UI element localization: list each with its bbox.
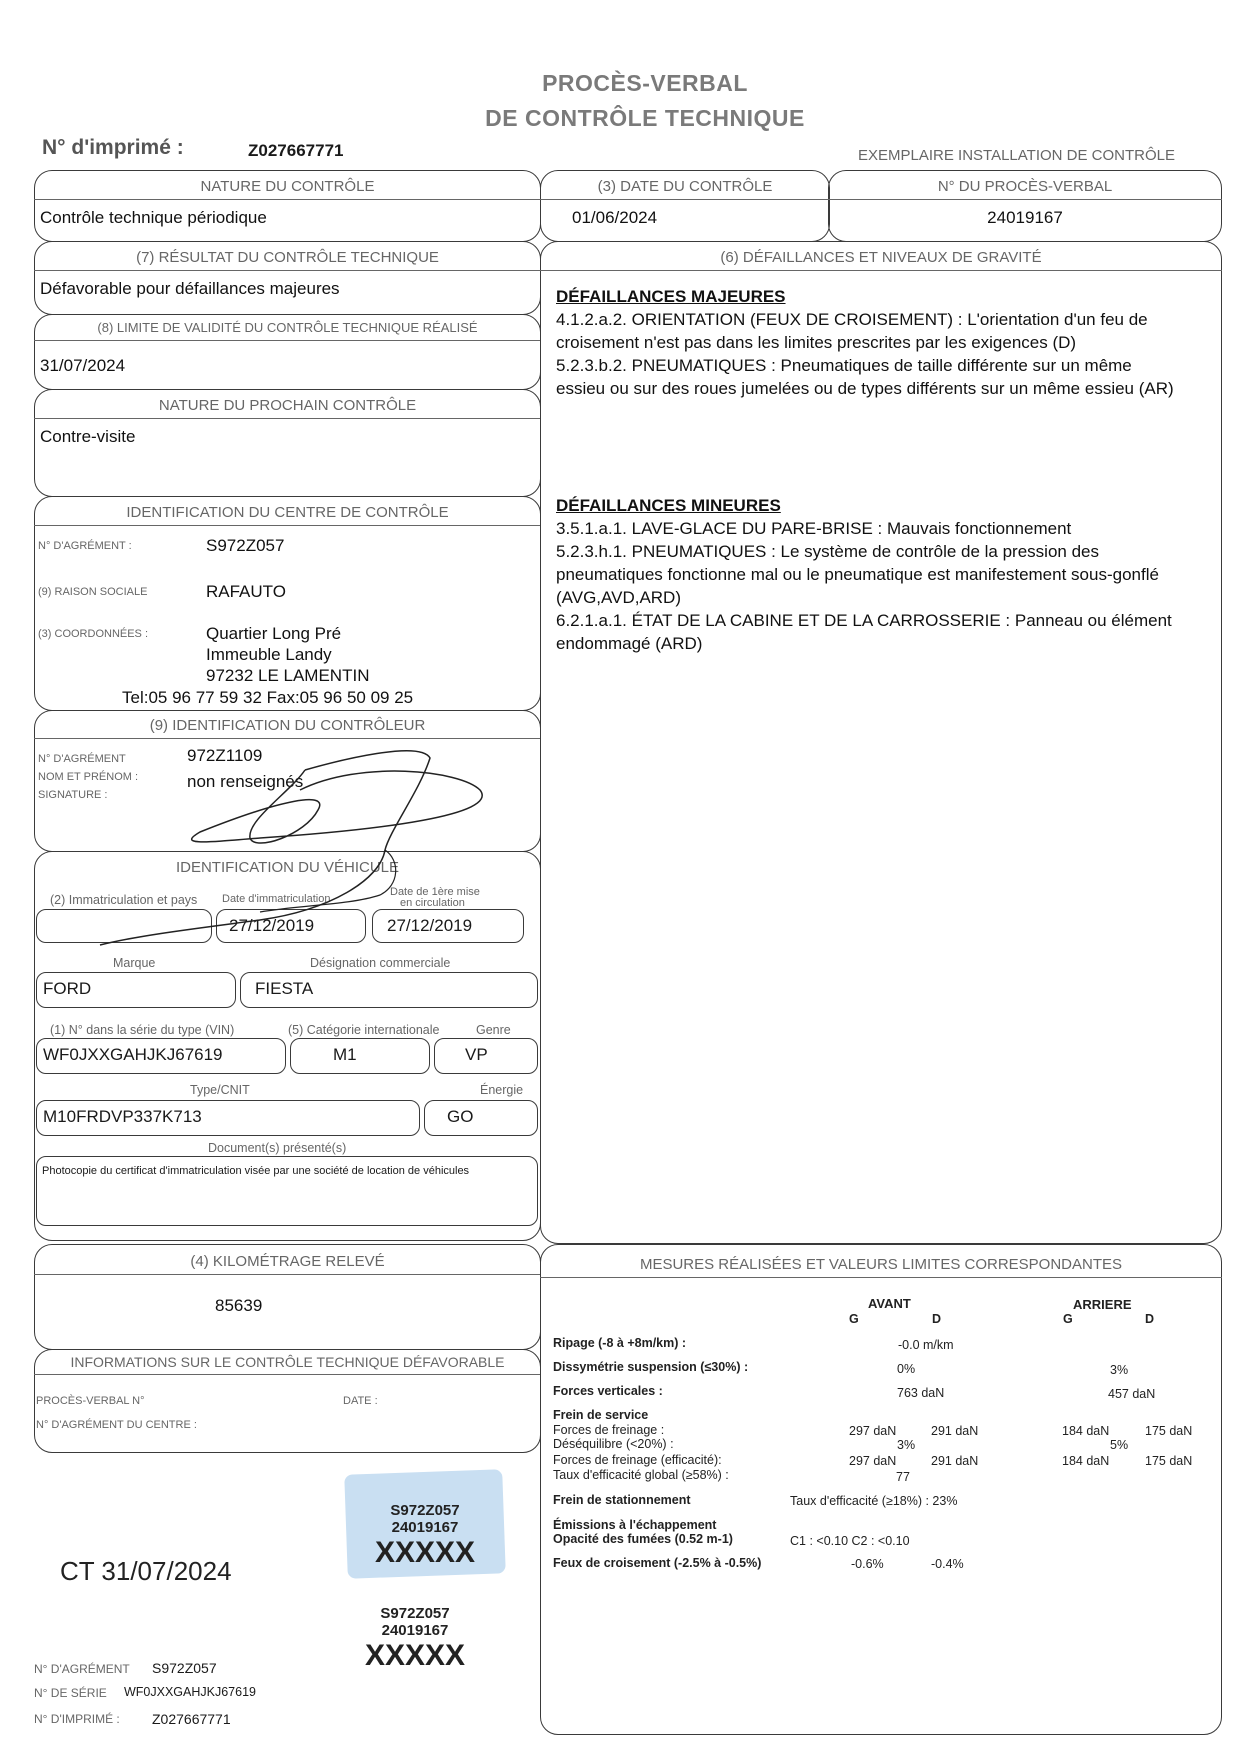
- imprime-label: N° d'imprimé :: [42, 136, 184, 159]
- kilometrage-value: 85639: [215, 1296, 263, 1315]
- forces-freinage-efficacite-avg: 297 daN: [849, 1454, 897, 1468]
- desequilibre-arriere: 5%: [1110, 1438, 1129, 1452]
- desequilibre-avant: 3%: [897, 1438, 916, 1452]
- defaillance-mineure-item: 6.2.1.a.1. ÉTAT DE LA CABINE ET DE LA CARROSSERIE : Panneau ou élément endommagé (ARD): [556, 611, 1172, 653]
- marque-label: Marque: [113, 956, 156, 970]
- ripage-label: Ripage (-8 à +8m/km) :: [553, 1336, 687, 1350]
- centre-agrement-label: N° D'AGRÉMENT :: [38, 540, 132, 552]
- dissymetrie-label: Dissymétrie suspension (≤30%) :: [553, 1360, 749, 1374]
- feux-croisement-label: Feux de croisement (-2.5% à -0.5%): [553, 1556, 762, 1570]
- forces-freinage-efficacite-label: Forces de freinage (efficacité):: [553, 1453, 722, 1467]
- vignette-line3: XXXXX: [374, 1536, 476, 1569]
- mesures-avant-d: D: [932, 1312, 942, 1326]
- date-controle-value: 01/06/2024: [572, 208, 658, 227]
- forces-verticales-arriere: 457 daN: [1108, 1387, 1156, 1401]
- mesures-avant-g: G: [849, 1312, 859, 1326]
- frein-service-label: Frein de service: [553, 1408, 649, 1422]
- footer-agrement-label: N° D'AGRÉMENT: [34, 1662, 130, 1676]
- ripage-value: -0.0 m/km: [898, 1338, 954, 1352]
- immat-label: (2) Immatriculation et pays: [50, 893, 198, 907]
- infos-agrement-label: N° D'AGRÉMENT DU CENTRE :: [36, 1419, 197, 1431]
- forces-freinage-avd: 291 daN: [931, 1424, 979, 1438]
- stamp-line3: XXXXX: [364, 1639, 466, 1672]
- controleur-header: (9) IDENTIFICATION DU CONTRÔLEUR: [149, 717, 426, 734]
- imprime-value: Z027667771: [248, 141, 344, 160]
- date-circ-label-2: en circulation: [400, 897, 465, 909]
- centre-agrement-value: S972Z057: [206, 536, 285, 555]
- type-field: M10FRDVP337K713: [36, 1100, 420, 1136]
- vehicule-header: IDENTIFICATION DU VÉHICULE: [175, 859, 400, 876]
- mesures-header: MESURES RÉALISÉES ET VALEURS LIMITES CORRESPONDANTES: [639, 1256, 1123, 1273]
- centre-address-line3: 97232 LE LAMENTIN: [206, 666, 370, 685]
- date-circ-label-1: Date de 1ère mise: [390, 886, 480, 898]
- genre-field: VP: [434, 1038, 538, 1074]
- infos-defavorable-header: INFORMATIONS SUR LE CONTRÔLE TECHNIQUE DÉFAVORABLE: [70, 1354, 505, 1370]
- stamp-line2: 24019167: [381, 1622, 449, 1639]
- mesures-arriere-g: G: [1063, 1312, 1073, 1326]
- emissions-label: Émissions à l'échappement: [553, 1518, 717, 1532]
- forces-freinage-efficacite-arg: 184 daN: [1062, 1454, 1110, 1468]
- designation-label: Désignation commerciale: [310, 956, 451, 970]
- forces-freinage-label: Forces de freinage :: [553, 1423, 665, 1437]
- taux-efficacite-label: Taux d'efficacité global (≥58%) :: [553, 1468, 729, 1482]
- pv-number-header: N° DU PROCÈS-VERBAL: [937, 178, 1113, 195]
- forces-freinage-avg: 297 daN: [849, 1424, 897, 1438]
- stamp-line1: S972Z057: [380, 1605, 450, 1622]
- defaillance-majeure-item: 5.2.3.b.2. PNEUMATIQUES : Pneumatiques de taille différente sur un même essieu ou sur des roues jumelées ou de types différents sur un même essieu (AR): [556, 356, 1174, 398]
- defaillance-majeure-item: 4.1.2.a.2. ORIENTATION (FEUX DE CROISEMENT) : L'orientation d'un feu de croisement n'est pas dans les limites prescrites par les exigences (D): [556, 310, 1148, 352]
- forces-freinage-efficacite-avd: 291 daN: [931, 1454, 979, 1468]
- forces-freinage-efficacite-ard: 175 daN: [1145, 1454, 1193, 1468]
- footer-serie-value: WF0JXXGAHJKJ67619: [124, 1685, 256, 1699]
- footer-imprime-value: Z027667771: [152, 1711, 231, 1727]
- desequilibre-label: Déséquilibre (<20%) :: [553, 1437, 674, 1451]
- marque-field: FORD: [36, 972, 236, 1008]
- defaillance-mineure-item: 5.2.3.h.1. PNEUMATIQUES : Le système de contrôle de la pression des pneumatiques fonctionne mal ou le pneumatique est manifestement sous-gonflé (AVG,AVD,ARD): [556, 542, 1159, 607]
- defaillances-header: (6) DÉFAILLANCES ET NIVEAUX DE GRAVITÉ: [720, 249, 1042, 266]
- centre-tel-fax: Tel:05 96 77 59 32 Fax:05 96 50 09 25: [122, 688, 414, 707]
- validite-header: (8) LIMITE DE VALIDITÉ DU CONTRÔLE TECHNIQUE RÉALISÉ: [97, 320, 478, 335]
- document-title-line1: PROCÈS-VERBAL: [542, 70, 748, 96]
- centre-header: IDENTIFICATION DU CENTRE DE CONTRÔLE: [126, 504, 449, 521]
- pv-number-value: 24019167: [987, 208, 1063, 227]
- dissymetrie-avant: 0%: [897, 1362, 916, 1376]
- exemplaire-label: EXEMPLAIRE INSTALLATION DE CONTRÔLE: [858, 147, 1176, 164]
- forces-verticales-label: Forces verticales :: [553, 1384, 663, 1398]
- centre-coord-label: (3) COORDONNÉES :: [38, 628, 149, 640]
- frein-stationnement-label: Frein de stationnement: [553, 1493, 691, 1507]
- mesures-arriere-label: ARRIERE: [1073, 1297, 1132, 1312]
- taux-efficacite-value: 77: [896, 1470, 910, 1484]
- energie-label: Énergie: [480, 1083, 524, 1097]
- vin-label: (1) N° dans la série du type (VIN): [50, 1023, 235, 1037]
- controleur-agrement-value: 972Z1109: [187, 746, 263, 765]
- centre-address-line2: Immeuble Landy: [206, 645, 332, 664]
- centre-raison-label: (9) RAISON SOCIALE: [38, 586, 148, 598]
- controleur-nom-label: NOM ET PRÉNOM :: [38, 771, 139, 783]
- opacite-label: Opacité des fumées (0.52 m-1): [553, 1532, 733, 1546]
- forces-verticales-avant: 763 daN: [897, 1386, 945, 1400]
- document-title-line2: DE CONTRÔLE TECHNIQUE: [485, 105, 805, 131]
- opacite-value: C1 : <0.10 C2 : <0.10: [790, 1534, 910, 1548]
- centre-raison-value: RAFAUTO: [206, 582, 286, 601]
- date-controle-header: (3) DATE DU CONTRÔLE: [597, 178, 773, 195]
- validite-value: 31/07/2024: [40, 356, 126, 375]
- dissymetrie-arriere: 3%: [1110, 1363, 1129, 1377]
- nature-controle-value: Contrôle technique périodique: [40, 208, 267, 227]
- prochain-value: Contre-visite: [40, 427, 136, 446]
- frein-stationnement-value: Taux d'efficacité (≥18%) : 23%: [790, 1494, 958, 1508]
- type-label: Type/CNIT: [190, 1083, 250, 1097]
- prochain-header: NATURE DU PROCHAIN CONTRÔLE: [158, 397, 417, 414]
- mesures-avant-label: AVANT: [868, 1296, 911, 1311]
- footer-imprime-label: N° D'IMPRIMÉ :: [34, 1712, 120, 1726]
- defaillances-majeures-title: DÉFAILLANCES MAJEURES: [556, 287, 786, 306]
- forces-freinage-ard: 175 daN: [1145, 1424, 1193, 1438]
- feux-croisement-2: -0.4%: [931, 1557, 964, 1571]
- nature-controle-header: NATURE DU CONTRÔLE: [200, 178, 375, 195]
- infos-date-label: DATE :: [343, 1395, 378, 1407]
- docs-value: Photocopie du certificat d'immatriculation visée par une société de location de véhicules: [42, 1165, 470, 1177]
- designation-field: FIESTA: [240, 972, 538, 1008]
- defaillance-mineure-item: 3.5.1.a.1. LAVE-GLACE DU PARE-BRISE : Mauvais fonctionnement: [556, 519, 1072, 538]
- mesures-arriere-d: D: [1145, 1312, 1155, 1326]
- footer-serie-label: N° DE SÉRIE: [34, 1686, 107, 1700]
- resultat-value: Défavorable pour défaillances majeures: [40, 279, 340, 298]
- resultat-header: (7) RÉSULTAT DU CONTRÔLE TECHNIQUE: [136, 249, 439, 266]
- docs-label: Document(s) présenté(s): [208, 1141, 347, 1155]
- genre-label: Genre: [476, 1023, 511, 1037]
- categorie-field: M1: [290, 1038, 430, 1074]
- date-circ-field: 27/12/2019: [372, 909, 524, 943]
- date-immat-label: Date d'immatriculation: [222, 893, 331, 905]
- forces-freinage-arg: 184 daN: [1062, 1424, 1110, 1438]
- energie-field: GO: [424, 1100, 538, 1136]
- categorie-label: (5) Catégorie internationale: [288, 1023, 440, 1037]
- feux-croisement-1: -0.6%: [851, 1557, 884, 1571]
- vignette-line2: 24019167: [391, 1519, 459, 1536]
- date-immat-field: 27/12/2019: [216, 909, 366, 943]
- infos-pv-label: PROCÈS-VERBAL N°: [36, 1395, 145, 1407]
- controleur-agrement-label: N° D'AGRÉMENT: [38, 753, 126, 765]
- vignette-line1: S972Z057: [390, 1502, 460, 1519]
- defaillances-mineures-title: DÉFAILLANCES MINEURES: [556, 496, 781, 515]
- controleur-nom-value: non renseignés: [187, 772, 304, 791]
- centre-address-line1: Quartier Long Pré: [206, 624, 342, 643]
- ct-date: CT 31/07/2024: [60, 1556, 232, 1586]
- kilometrage-header: (4) KILOMÉTRAGE RELEVÉ: [190, 1253, 385, 1270]
- controleur-signature-label: SIGNATURE :: [38, 789, 108, 801]
- vin-field: WF0JXXGAHJKJ67619: [36, 1038, 286, 1074]
- footer-agrement-value: S972Z057: [152, 1660, 217, 1676]
